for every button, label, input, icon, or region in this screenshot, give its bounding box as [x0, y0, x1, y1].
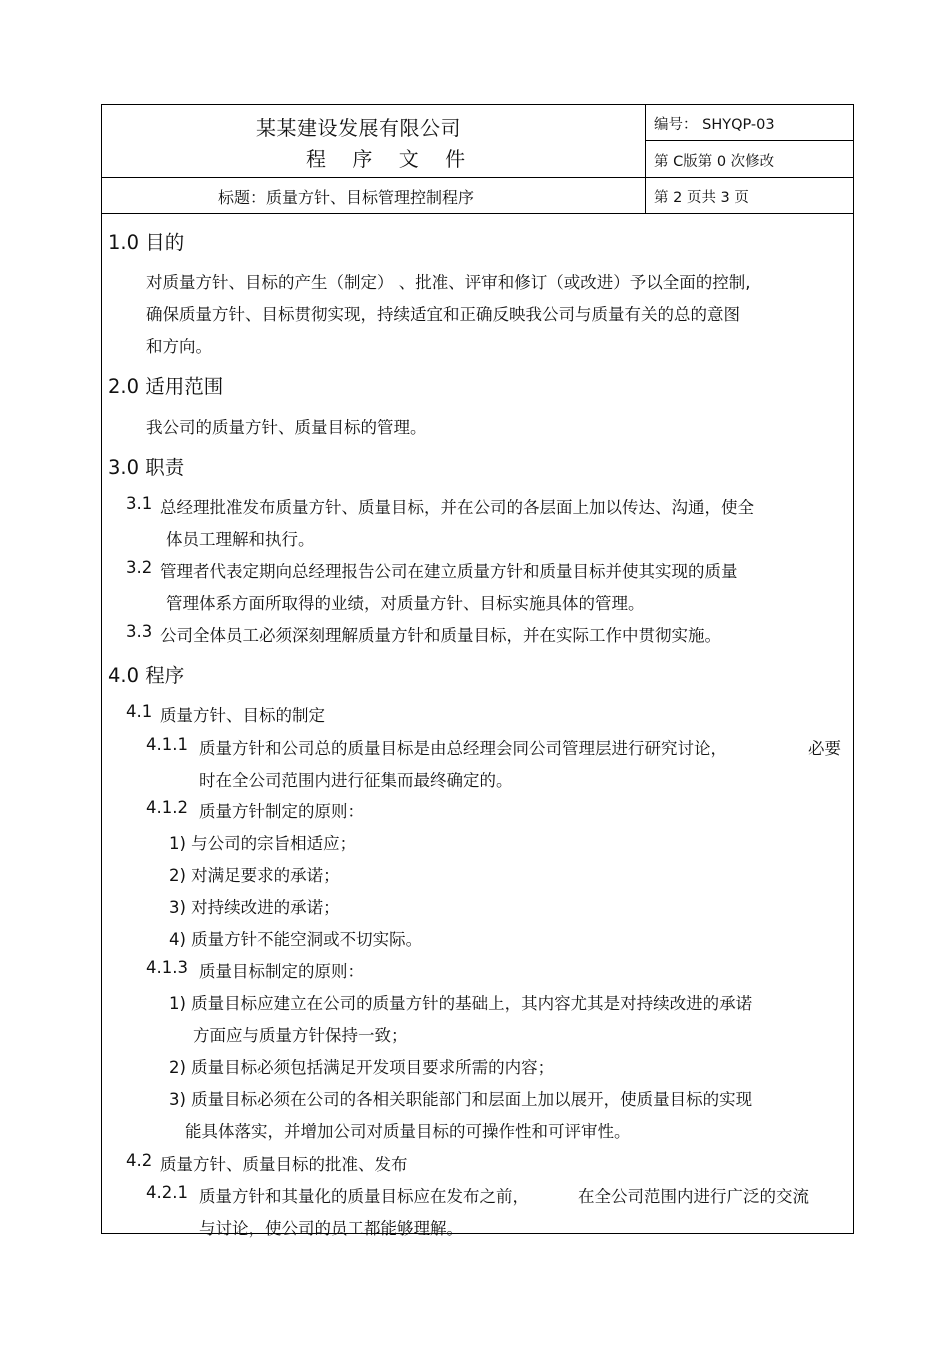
- paragraph-line: 和方向。: [146, 337, 212, 356]
- section-heading: 4.0 程序: [108, 664, 185, 687]
- clause-title: 质量方针制定的原则：: [199, 802, 364, 821]
- subsection-title: 质量方针、目标的制定: [160, 706, 325, 725]
- clause-line: 质量方针和公司总的质量目标是由总经理会同公司管理层进行研究讨论，: [199, 739, 727, 758]
- list-item: 3) 对持续改进的承诺；: [169, 898, 340, 917]
- list-item: 2) 质量目标必须包括满足开发项目要求所需的内容；: [169, 1058, 555, 1077]
- clause-title: 质量目标制定的原则：: [199, 962, 364, 981]
- clause-continuation: 时在全公司范围内进行征集而最终确定的。: [199, 771, 513, 790]
- clause-line: 质量方针和其量化的质量目标应在发布之前，: [199, 1187, 529, 1206]
- item-number: 3.2: [126, 558, 153, 577]
- company-name: 某某建设发展有限公司: [256, 116, 461, 140]
- list-item: 3) 质量目标必须在公司的各相关职能部门和层面上加以展开，使质量目标的实现: [169, 1090, 753, 1109]
- clause-continuation: 与讨论，使公司的员工都能够理解。: [199, 1219, 463, 1238]
- subsection-number: 4.1: [126, 702, 153, 721]
- subsection-title: 质量方针、质量目标的批准、发布: [160, 1155, 408, 1174]
- item-line: 公司全体员工必须深刻理解质量方针和质量目标，并在实际工作中贯彻实施。: [160, 626, 721, 645]
- section-heading: 1.0 目的: [108, 231, 185, 254]
- item-number: 3.3: [126, 622, 153, 641]
- document-number: 编号： SHYQP-03: [654, 117, 775, 133]
- title-row-divider: [101, 213, 854, 214]
- section-heading: 2.0 适用范围: [108, 375, 224, 398]
- clause-number: 4.1.2: [146, 798, 188, 817]
- paragraph-line: 我公司的质量方针、质量目标的管理。: [146, 418, 427, 437]
- header-column-divider: [645, 104, 646, 214]
- subsection-number: 4.2: [126, 1151, 153, 1170]
- item-line: 总经理批准发布质量方针、质量目标，并在公司的各层面上加以传达、沟通，使全: [160, 498, 754, 517]
- clause-number: 4.1.1: [146, 735, 188, 754]
- document-type: 程 序 文 件: [306, 147, 476, 171]
- item-number: 3.1: [126, 494, 153, 513]
- item-continuation: 管理体系方面所取得的业绩，对质量方针、目标实施具体的管理。: [166, 594, 645, 613]
- list-item: 1) 与公司的宗旨相适应；: [169, 834, 357, 853]
- paragraph-line: 对质量方针、目标的产生（制定） 、批准、评审和修订（或改进）予以全面的控制,: [146, 273, 751, 292]
- document-title: 标题：质量方针、目标管理控制程序: [218, 188, 475, 207]
- list-item: 2) 对满足要求的承诺；: [169, 866, 340, 885]
- clause-number: 4.2.1: [146, 1183, 188, 1202]
- list-item-continuation: 方面应与质量方针保持一致；: [193, 1026, 408, 1045]
- section-heading: 3.0 职责: [108, 456, 185, 479]
- list-item: 1) 质量目标应建立在公司的质量方针的基础上，其内容尤其是对持续改进的承诺: [169, 994, 753, 1013]
- clause-number: 4.1.3: [146, 958, 188, 977]
- page-info: 第 2 页共 3 页: [654, 190, 749, 206]
- list-item: 4) 质量方针不能空洞或不切实际。: [169, 930, 423, 949]
- header-row-divider-right: [645, 140, 854, 141]
- item-continuation: 体员工理解和执行。: [166, 530, 315, 549]
- item-line: 管理者代表定期向总经理报告公司在建立质量方针和质量目标并使其实现的质量: [160, 562, 738, 581]
- clause-line-end: 必要: [808, 739, 841, 758]
- header-row-divider: [101, 177, 854, 178]
- list-item-continuation: 能具体落实，并增加公司对质量目标的可操作性和可评审性。: [185, 1122, 631, 1141]
- version-info: 第 C版第 0 次修改: [654, 154, 775, 170]
- clause-line-end: 在全公司范围内进行广泛的交流: [578, 1187, 809, 1206]
- paragraph-line: 确保质量方针、目标贯彻实现，持续适宜和正确反映我公司与质量有关的总的意图: [146, 305, 740, 324]
